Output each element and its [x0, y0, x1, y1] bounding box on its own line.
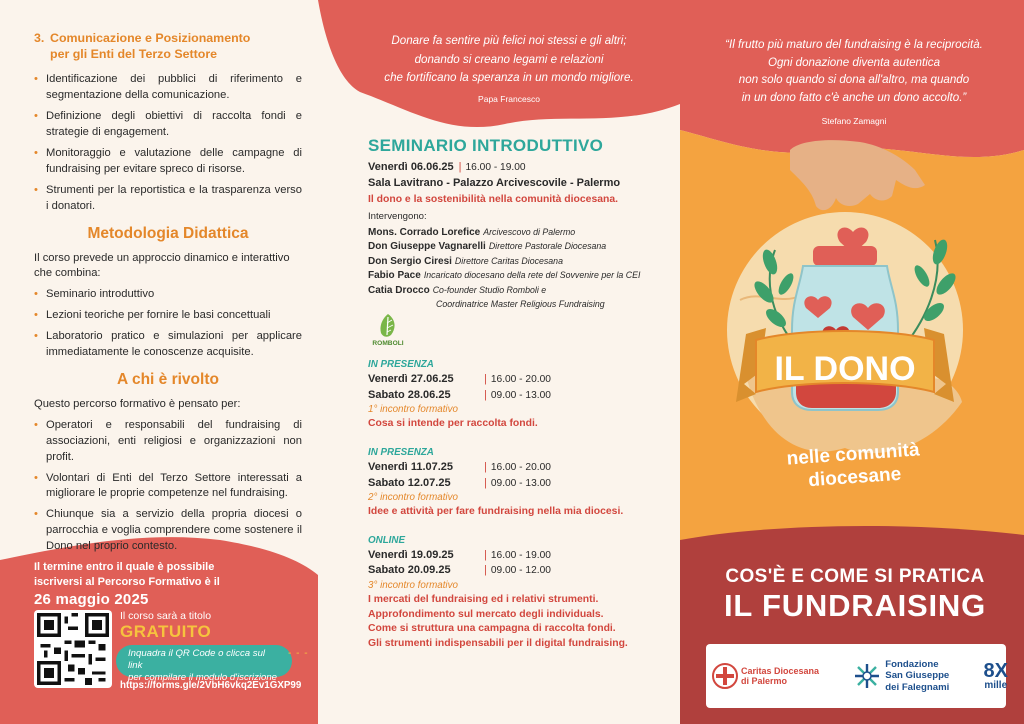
quote-francesco: Donare fa sentire più felici noi stessi e gli altri; donando si creano legami e relazioni che fortificano la speranza in un mondo migliore. [384, 34, 634, 85]
caritas-logo: Caritas Diocesana di Palermo [712, 663, 819, 689]
registration-form-link[interactable]: https://forms.gle/2VbH6vkq2Ev1GXP99 [120, 680, 302, 691]
methodology-intro: Il corso prevede un approccio dinamico e interattivo che combina: [34, 251, 290, 280]
list-item: • Seminario introduttivo [34, 287, 302, 303]
audience-intro: Questo percorso formativo è pensato per: [34, 397, 241, 410]
methodology-list [34, 287, 302, 361]
seminar-topic: Il dono e la sostenibilità nella comunità diocesana. [368, 194, 619, 206]
cover-headline-line2: IL FUNDRAISING [723, 588, 987, 623]
romboli-logo: ROMBOLI [368, 313, 408, 348]
audience-title: A chi è rivolto [117, 370, 219, 388]
program-panel [368, 134, 668, 652]
seminar-venue: Sala Lavitrano - Palazzo Arcivescovile - Palermo [368, 176, 621, 189]
cover-headline-line1: COS'È E COME SI PRATICA [725, 566, 985, 587]
methodology-title: Metodologia Didattica [87, 224, 249, 242]
left-panel [34, 30, 302, 560]
quote-zamagni: “Il frutto più maturo del fundraising è la reciprocità. Ogni donazione diventa autentica non solo quando si dona all'altro, ma quando in un dono fatto c'è anche un dono accolto.” [725, 38, 983, 104]
section3-list [34, 72, 302, 214]
session-3-topic: Gli strumenti indispensabili per il digital fundraising. [368, 638, 628, 650]
romboli-leaf-icon [377, 313, 399, 339]
section3-title: 3. Comunicazione e Posizionamento per gli Enti del Terzo Settore [34, 31, 251, 62]
session-3-topic: Come si struttura una campagna di raccolta fondi. [368, 623, 616, 635]
seminar-title: SEMINARIO INTRODUTTIVO [368, 136, 604, 155]
deadline-notice: Il termine entro il quale è possibile iscriversi al Percorso Formativo è il 26 maggio 2025 [34, 560, 264, 610]
list-item: • Volontari di Enti del Terzo Settore interessati a migliorare le proprie competenze nel fundraising. [34, 471, 302, 503]
cover-subtitle: nelle comunità diocesane [786, 439, 921, 491]
ribbon-title: IL DONO [774, 350, 916, 388]
list-item: • Definizione degli obiettivi di raccolta fondi e strategie di engagement. [34, 109, 302, 141]
session-2-row-2: Sabato 12.07.25 | 09.00 - 13.00 [368, 476, 551, 489]
fondazione-logo: Fondazione San Giuseppe dei Falegnami [853, 659, 949, 692]
list-item: • Laboratorio pratico e simulazioni per applicare immediatamente le conoscenze acquisite. [34, 329, 302, 361]
qr-code-image [37, 613, 109, 685]
session-1-label: 1° incontro formativo [368, 404, 458, 416]
list-item: • Strumenti per la reportistica e la trasparenza verso i donatori. [34, 183, 302, 215]
fondazione-star-icon [853, 662, 881, 690]
session-1-mode: IN PRESENZA [368, 359, 434, 371]
speaker-row: Fabio Pace Incaricato diocesano della rete del Sovvenire per la CEI [368, 270, 641, 282]
session-1-topic: Cosa si intende per raccolta fondi. [368, 418, 538, 430]
speaker-row: Catia Drocco Co-founder Studio Romboli e Coordinatrice Master Religious Fundraising [368, 284, 605, 310]
list-item: • Identificazione dei pubblici di riferimento e segmentazione della comunicazione. [34, 72, 302, 104]
list-item: • Chiunque sia a servizio della propria diocesi o parrocchia e voglia comprendere come sostenere il Dono nel proprio contesto. [34, 507, 302, 555]
session-3-label: 3° incontro formativo [368, 580, 458, 592]
session-3-row-1: Venerdì 19.09.25 | 16.00 - 19.00 [368, 548, 551, 561]
session-3-topic: I mercati del fundraising ed i relativi strumenti. [368, 593, 599, 605]
session-2-mode: IN PRESENZA [368, 447, 434, 459]
free-course-label: Il corso sarà a titolo [120, 610, 212, 622]
speakers-label: Intervengono: [368, 211, 427, 223]
speaker-row: Don Giuseppe Vagnarelli Direttore Pastorale Diocesana [368, 241, 607, 253]
session-3-mode: ONLINE [368, 534, 406, 546]
decorative-dashes: - - - [288, 648, 309, 659]
session-3-row-2: Sabato 20.09.25 | 09.00 - 12.00 [368, 564, 551, 577]
session-1-row-1: Venerdì 27.06.25 | 16.00 - 20.00 [368, 373, 551, 386]
quote-zamagni-author: Stefano Zamagni [821, 116, 887, 126]
qr-code[interactable] [34, 610, 112, 688]
list-item: • Operatori e responsabili del fundraising di associazioni, enti religiosi e organizzazioni non profit. [34, 418, 302, 466]
speaker-row: Don Sergio Ciresi Direttore Caritas Diocesana [368, 255, 563, 267]
deadline-date: 26 maggio 2025 [34, 590, 149, 608]
session-2-label: 2° incontro formativo [368, 492, 458, 504]
quote-francesco-author: Papa Francesco [478, 94, 540, 104]
qr-instructions: Inquadra il QR Code o clicca sul link per compilare il modulo d'iscrizione [116, 645, 292, 677]
session-3-topic: Approfondimento sul mercato degli individuals. [368, 608, 604, 620]
session-1-row-2: Sabato 28.06.25 | 09.00 - 13.00 [368, 388, 551, 401]
otto-per-mille-logo: 8X mille [983, 660, 1008, 691]
partner-logos [712, 648, 1008, 704]
free-badge: GRATUITO [120, 622, 212, 641]
speaker-row: Mons. Corrado Lorefice Arcivescovo di Palermo [368, 226, 576, 238]
audience-list [34, 418, 302, 555]
list-item: • Lezioni teoriche per fornire le basi concettuali [34, 308, 302, 324]
caritas-cross-icon [712, 663, 738, 689]
session-2-row-1: Venerdì 11.07.25 | 16.00 - 20.00 [368, 461, 551, 474]
seminar-date-row: Venerdì 06.06.25 | 16.00 - 19.00 [368, 161, 526, 174]
list-item: • Monitoraggio e valutazione delle campagne di fundraising per evitare spreco di risorse. [34, 146, 302, 178]
session-2-topic: Idee e attività per fare fundraising nella mia diocesi. [368, 506, 624, 518]
